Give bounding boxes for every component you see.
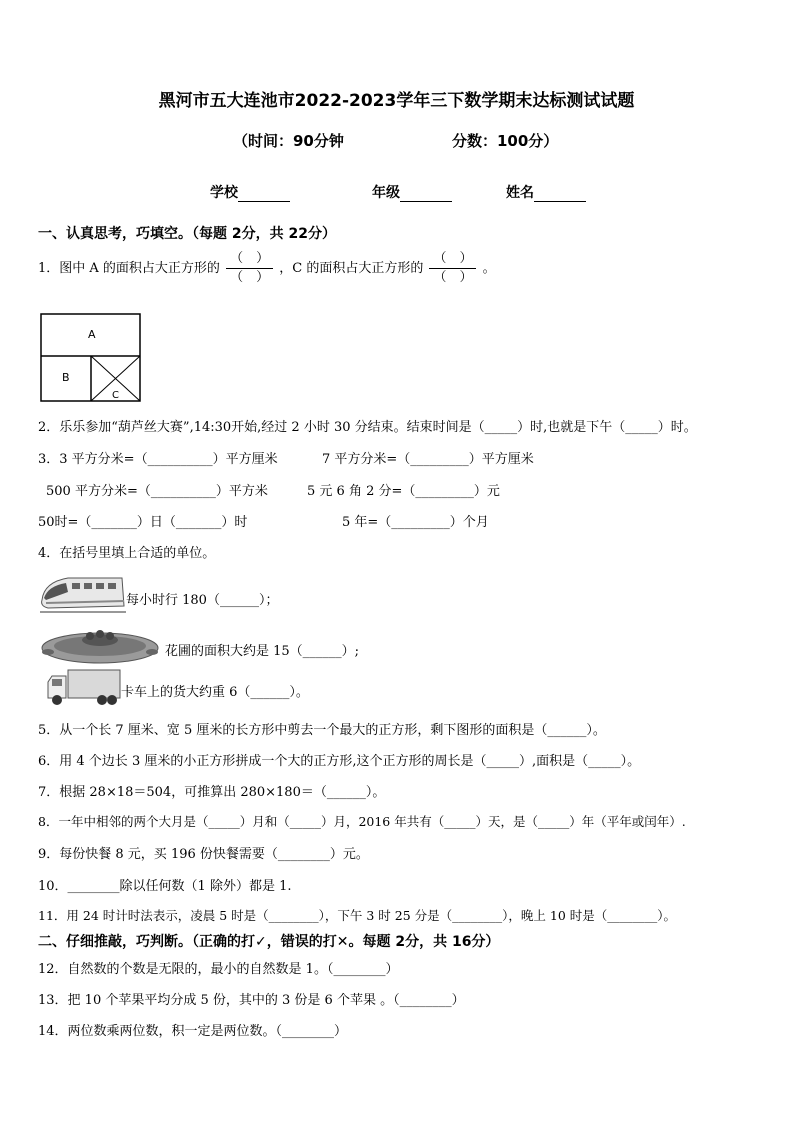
school-field[interactable] [210,182,290,202]
grade-blank[interactable] [400,187,452,202]
question-13: 13．把 10 个苹果平均分成 5 份，其中的 3 份是 6 个苹果 。（________） [38,993,465,1008]
truck-image [44,668,122,708]
question-12: 12．自然数的个数是无限的，最小的自然数是 1。（________） [38,962,399,977]
question-3d: 5 元 6 角 2 分=（_________）元 [307,484,500,499]
label-a: A [88,328,96,341]
fraction-blank-c[interactable] [429,250,476,287]
question-1 [38,250,496,287]
train-image [38,572,128,616]
question-7: 7．根据 28×18＝504，可推算出 280×180＝（______）。 [38,785,386,800]
label-b: B [62,371,70,384]
school-label: 学校 [210,185,238,201]
question-4-train: 每小时行 180（______）； [126,593,279,608]
q1-text-b: ，C 的面积占大正方形的 [279,261,424,276]
question-3e: 50时=（_______）日（_______）时 [38,515,248,530]
fraction-blank-a[interactable] [226,250,273,287]
label-c: C [112,390,119,401]
fraction-c-numerator: （ ） [429,250,476,269]
exam-time: （时间：90分钟 [233,132,344,150]
question-14: 14．两位数乘两位数，积一定是两位数。（________） [38,1024,348,1039]
question-2: 2．乐乐参加“葫芦丝大赛”,14:30开始,经过 2 小时 30 分结束。结束时间是（_____）时,也就是下午（_____）时。 [38,420,697,435]
name-blank[interactable] [534,187,586,202]
exam-score: 分数：100分） [452,132,559,150]
question-4: 4．在括号里填上合适的单位。 [38,546,216,561]
question-10: 10．________除以任何数（1 除外）都是 1. [38,879,292,894]
name-field[interactable] [506,182,586,202]
question-3c: 500 平方分米=（__________）平方米 [46,484,268,499]
question-6: 6．用 4 个边长 3 厘米的小正方形拼成一个大的正方形,这个正方形的周长是（_____）,面积是（_____）。 [38,754,641,769]
fraction-c-denominator: （ ） [433,270,473,285]
section1-heading: 一、认真思考，巧填空。（每题 2分，共 22分） [38,226,336,242]
question-9: 9．每份快餐 8 元，买 196 份快餐需要（________）元。 [38,847,369,862]
grade-label: 年级 [372,185,400,201]
question-11: 11．用 24 时计时法表示，凌晨 5 时是（________），下午 3 时 25 分是（________），晚上 10 时是（________）。 [38,908,677,923]
fraction-a-numerator: （ ） [226,250,273,269]
question-4-truck: 卡车上的货大约重 6（______）。 [121,685,309,700]
square-diagram [40,313,142,403]
question-3b: 7 平方分米=（_________）平方厘米 [322,452,534,467]
grade-field[interactable] [372,182,452,202]
fraction-a-denominator: （ ） [230,270,270,285]
question-3f: 5 年=（_________）个月 [342,515,489,530]
q1-text-c: 。 [482,261,496,276]
question-4-garden: 花圃的面积大约是 15（______）; [165,644,360,659]
question-3a: 3．3 平方分米=（__________）平方厘米 [38,452,278,467]
school-blank[interactable] [238,187,290,202]
question-8: 8．一年中相邻的两个大月是（_____）月和（_____）月，2016 年共有（_____）天，是（_____）年（平年或闰年）. [38,814,686,829]
garden-image [38,624,162,666]
section2-heading: 二、仔细推敲，巧判断。（正确的打✓，错误的打✕。每题 2分，共 16分） [38,934,500,950]
q1-text-a: 1．图中 A 的面积占大正方形的 [38,261,220,276]
page-title: 黑河市五大连池市2022-2023学年三下数学期末达标测试试题 [158,91,635,111]
question-5: 5．从一个长 7 厘米、宽 5 厘米的长方形中剪去一个最大的正方形，剩下图形的面积是（______）。 [38,723,606,738]
name-label: 姓名 [506,185,534,201]
